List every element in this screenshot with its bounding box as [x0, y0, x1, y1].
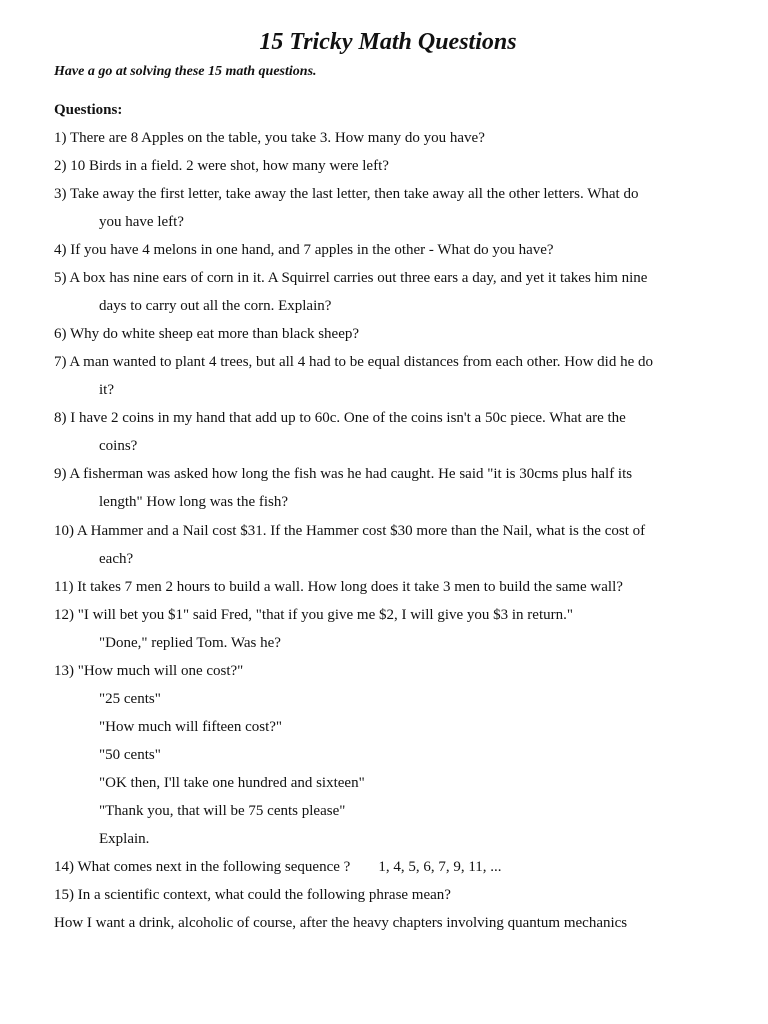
questions-heading: Questions:	[54, 102, 123, 118]
question-14-text: 14) What comes next in the following sequence ?	[54, 859, 351, 875]
question-15: 15) In a scientific context, what could the following phrase mean?	[54, 887, 451, 903]
question-4: 4) If you have 4 melons in one hand, and 7 apples in the other - What do you have?	[54, 242, 554, 258]
question-1: 1) There are 8 Apples on the table, you take 3. How many do you have?	[54, 130, 485, 146]
question-13: 13) "How much will one cost?"	[54, 663, 244, 679]
question-10-continued: each?	[99, 551, 134, 567]
question-5-continued: days to carry out all the corn. Explain?	[99, 298, 332, 314]
page-title: 15 Tricky Math Questions	[259, 29, 517, 55]
question-10: 10) A Hammer and a Nail cost $31. If the Hammer cost $30 more than the Nail, what is the cost of	[54, 523, 646, 539]
question-8: 8) I have 2 coins in my hand that add up to 60c. One of the coins isn't a 50c piece. What are the	[54, 410, 626, 426]
question-3-continued: you have left?	[99, 214, 184, 230]
question-14-sequence: 1, 4, 5, 6, 7, 9, 11, ...	[378, 859, 502, 875]
page-subtitle: Have a go at solving these 15 math questions.	[54, 64, 317, 79]
question-7: 7) A man wanted to plant 4 trees, but all 4 had to be equal distances from each other. How did he do	[54, 354, 654, 370]
question-12: 12) "I will bet you $1" said Fred, "that if you give me $2, I will give you $3 in return."	[54, 607, 573, 623]
question-5: 5) A box has nine ears of corn in it. A Squirrel carries out three ears a day, and yet it takes him nine	[54, 270, 648, 286]
question-13-line-5: "OK then, I'll take one hundred and sixteen"	[99, 775, 365, 791]
question-9-continued: length" How long was the fish?	[99, 494, 289, 510]
question-3: 3) Take away the first letter, take away the last letter, then take away all the other letters. What do	[54, 186, 639, 202]
question-13-line-7: Explain.	[99, 831, 150, 847]
question-8-continued: coins?	[99, 438, 138, 454]
question-11: 11) It takes 7 men 2 hours to build a wall. How long does it take 3 men to build the same wall?	[54, 579, 623, 595]
question-9: 9) A fisherman was asked how long the fish was he had caught. He said "it is 30cms plus half its	[54, 466, 633, 482]
question-15-phrase: How I want a drink, alcoholic of course, after the heavy chapters involving quantum mechanics	[54, 915, 628, 931]
question-14	[54, 857, 502, 877]
question-6: 6) Why do white sheep eat more than black sheep?	[54, 326, 360, 342]
question-13-line-6: "Thank you, that will be 75 cents please"	[99, 803, 346, 819]
question-7-continued: it?	[99, 382, 114, 398]
question-13-line-3: "How much will fifteen cost?"	[99, 719, 283, 735]
question-13-line-4: "50 cents"	[99, 747, 161, 763]
question-12-continued: "Done," replied Tom. Was he?	[99, 635, 281, 651]
question-2: 2) 10 Birds in a field. 2 were shot, how many were left?	[54, 158, 389, 174]
question-13-line-2: "25 cents"	[99, 691, 161, 707]
